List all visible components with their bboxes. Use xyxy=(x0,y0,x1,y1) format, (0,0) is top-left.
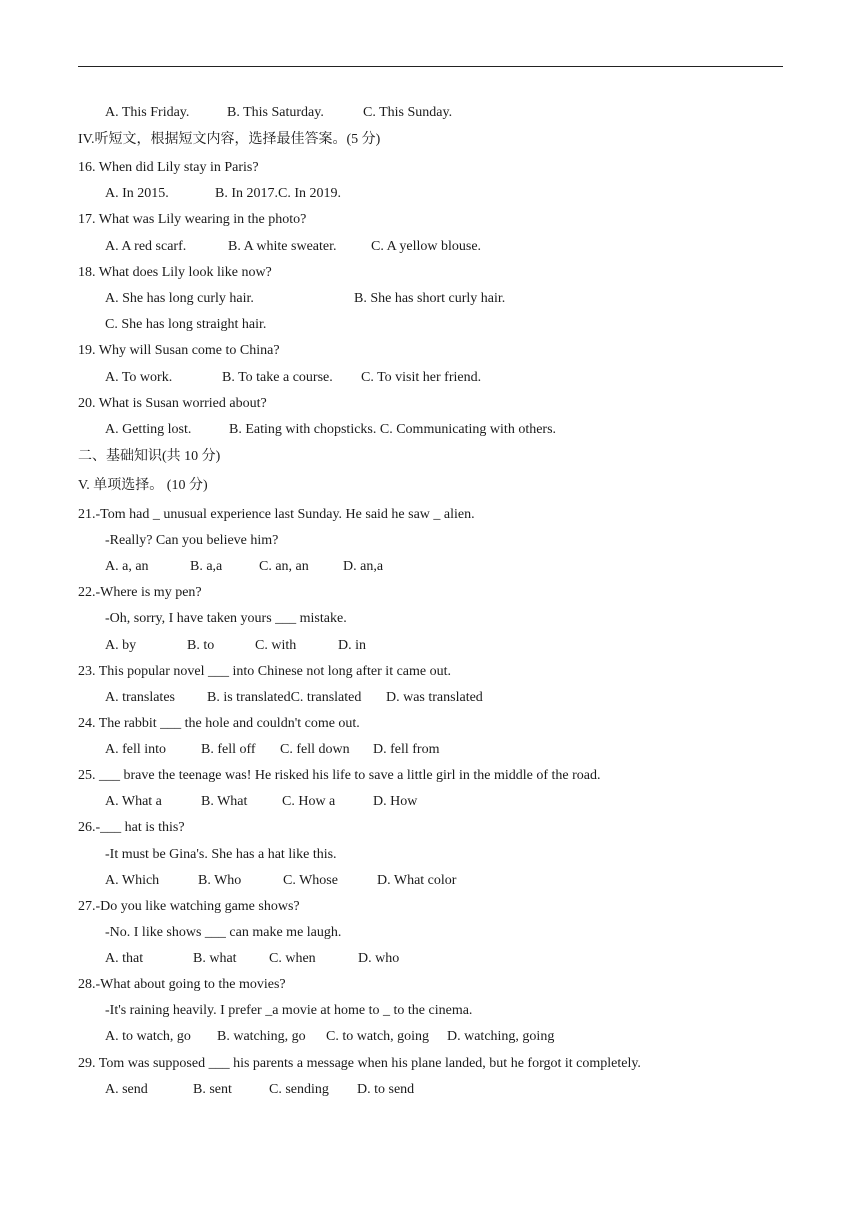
q26-question: 26.-___ hat is this? xyxy=(78,820,185,835)
q25-question: 25. ___ brave the teenage was! He risked his life to save a little girl in the middle of the road. xyxy=(78,768,601,783)
q27-dialogue: -No. I like shows ___ can make me laugh. xyxy=(105,925,342,940)
q17-option-a: A. A red scarf. xyxy=(105,239,187,254)
q20-question: 20. What is Susan worried about? xyxy=(78,396,267,411)
q22-question: 22.-Where is my pen? xyxy=(78,585,202,600)
q28-option-b: B. watching, go xyxy=(217,1029,306,1044)
q21-option-a: A. a, an xyxy=(105,559,149,574)
q25-option-a: A. What a xyxy=(105,794,162,809)
q22-option-d: D. in xyxy=(338,638,366,653)
q24-option-a: A. fell into xyxy=(105,742,167,757)
q29-option-a: A. send xyxy=(105,1082,148,1097)
q17-option-b: B. A white sweater. xyxy=(228,239,337,254)
q21-option-b: B. a,a xyxy=(190,559,223,574)
q21-question: 21.-Tom had _ unusual experience last Sunday. He said he saw _ alien. xyxy=(78,507,475,522)
section-v-heading: V. 单项选择。 (10 分) xyxy=(78,478,208,493)
part-two-heading: 二、基础知识(共 10 分) xyxy=(78,449,221,464)
q21-option-c: C. an, an xyxy=(259,559,309,574)
q18-option-a: A. She has long curly hair. xyxy=(105,291,254,306)
q28-option-c: C. to watch, going xyxy=(326,1029,430,1044)
q23-option-bc: B. is translatedC. translated xyxy=(207,690,362,705)
q17-option-c: C. A yellow blouse. xyxy=(371,239,482,254)
q19-option-b: B. To take a course. xyxy=(222,370,333,385)
q25-option-d: D. How xyxy=(373,794,418,809)
section-iv-heading: IV.听短文，根据短文内容，选择最佳答案。(5 分) xyxy=(78,132,381,147)
q26-option-a: A. Which xyxy=(105,873,160,888)
q29-question: 29. Tom was supposed ___ his parents a message when his plane landed, but he forgot it completely. xyxy=(78,1056,641,1071)
q22-option-a: A. by xyxy=(105,638,137,653)
q22-option-b: B. to xyxy=(187,638,215,653)
q26-option-d: D. What color xyxy=(377,873,457,888)
q27-option-b: B. what xyxy=(193,951,237,966)
q27-option-a: A. that xyxy=(105,951,144,966)
q19-option-c: C. To visit her friend. xyxy=(361,370,482,385)
q25-option-c: C. How a xyxy=(282,794,336,809)
q26-option-b: B. Who xyxy=(198,873,242,888)
q23-option-d: D. was translated xyxy=(386,690,483,705)
q28-option-d: D. watching, going xyxy=(447,1029,555,1044)
q29-option-c: C. sending xyxy=(269,1082,329,1097)
q22-dialogue: -Oh, sorry, I have taken yours ___ mistake. xyxy=(105,611,347,626)
header-rule xyxy=(78,66,783,67)
q24-option-b: B. fell off xyxy=(201,742,256,757)
q15-option-c: C. This Sunday. xyxy=(363,105,453,120)
q15-option-b: B. This Saturday. xyxy=(227,105,324,120)
q20-option-bc: B. Eating with chopsticks. C. Communicating with others. xyxy=(229,422,557,437)
q21-dialogue: -Really? Can you believe him? xyxy=(105,533,279,548)
q24-question: 24. The rabbit ___ the hole and couldn't come out. xyxy=(78,716,360,731)
q22-option-c: C. with xyxy=(255,638,297,653)
q16-option-a: A. In 2015. xyxy=(105,186,169,201)
q28-question: 28.-What about going to the movies? xyxy=(78,977,286,992)
q21-option-d: D. an,a xyxy=(343,559,384,574)
q26-dialogue: -It must be Gina's. She has a hat like this. xyxy=(105,847,337,862)
q17-question: 17. What was Lily wearing in the photo? xyxy=(78,212,307,227)
q24-option-d: D. fell from xyxy=(373,742,440,757)
q29-option-d: D. to send xyxy=(357,1082,415,1097)
q27-option-d: D. who xyxy=(358,951,400,966)
q23-option-a: A. translates xyxy=(105,690,175,705)
q20-option-a: A. Getting lost. xyxy=(105,422,192,437)
q25-option-b: B. What xyxy=(201,794,248,809)
q23-question: 23. This popular novel ___ into Chinese not long after it came out. xyxy=(78,664,452,679)
q16-option-bc: B. In 2017.C. In 2019. xyxy=(215,186,341,201)
q19-question: 19. Why will Susan come to China? xyxy=(78,343,280,358)
q28-option-a: A. to watch, go xyxy=(105,1029,191,1044)
q27-question: 27.-Do you like watching game shows? xyxy=(78,899,300,914)
q16-question: 16. When did Lily stay in Paris? xyxy=(78,160,259,175)
q24-option-c: C. fell down xyxy=(280,742,350,757)
q27-option-c: C. when xyxy=(269,951,316,966)
q19-option-a: A. To work. xyxy=(105,370,173,385)
q28-dialogue: -It's raining heavily. I prefer _a movie at home to _ to the cinema. xyxy=(105,1003,473,1018)
q29-option-b: B. sent xyxy=(193,1082,232,1097)
q18-question: 18. What does Lily look like now? xyxy=(78,265,272,280)
q15-option-a: A. This Friday. xyxy=(105,105,190,120)
q26-option-c: C. Whose xyxy=(283,873,338,888)
q18-option-c: C. She has long straight hair. xyxy=(105,317,267,332)
q18-option-b: B. She has short curly hair. xyxy=(354,291,506,306)
